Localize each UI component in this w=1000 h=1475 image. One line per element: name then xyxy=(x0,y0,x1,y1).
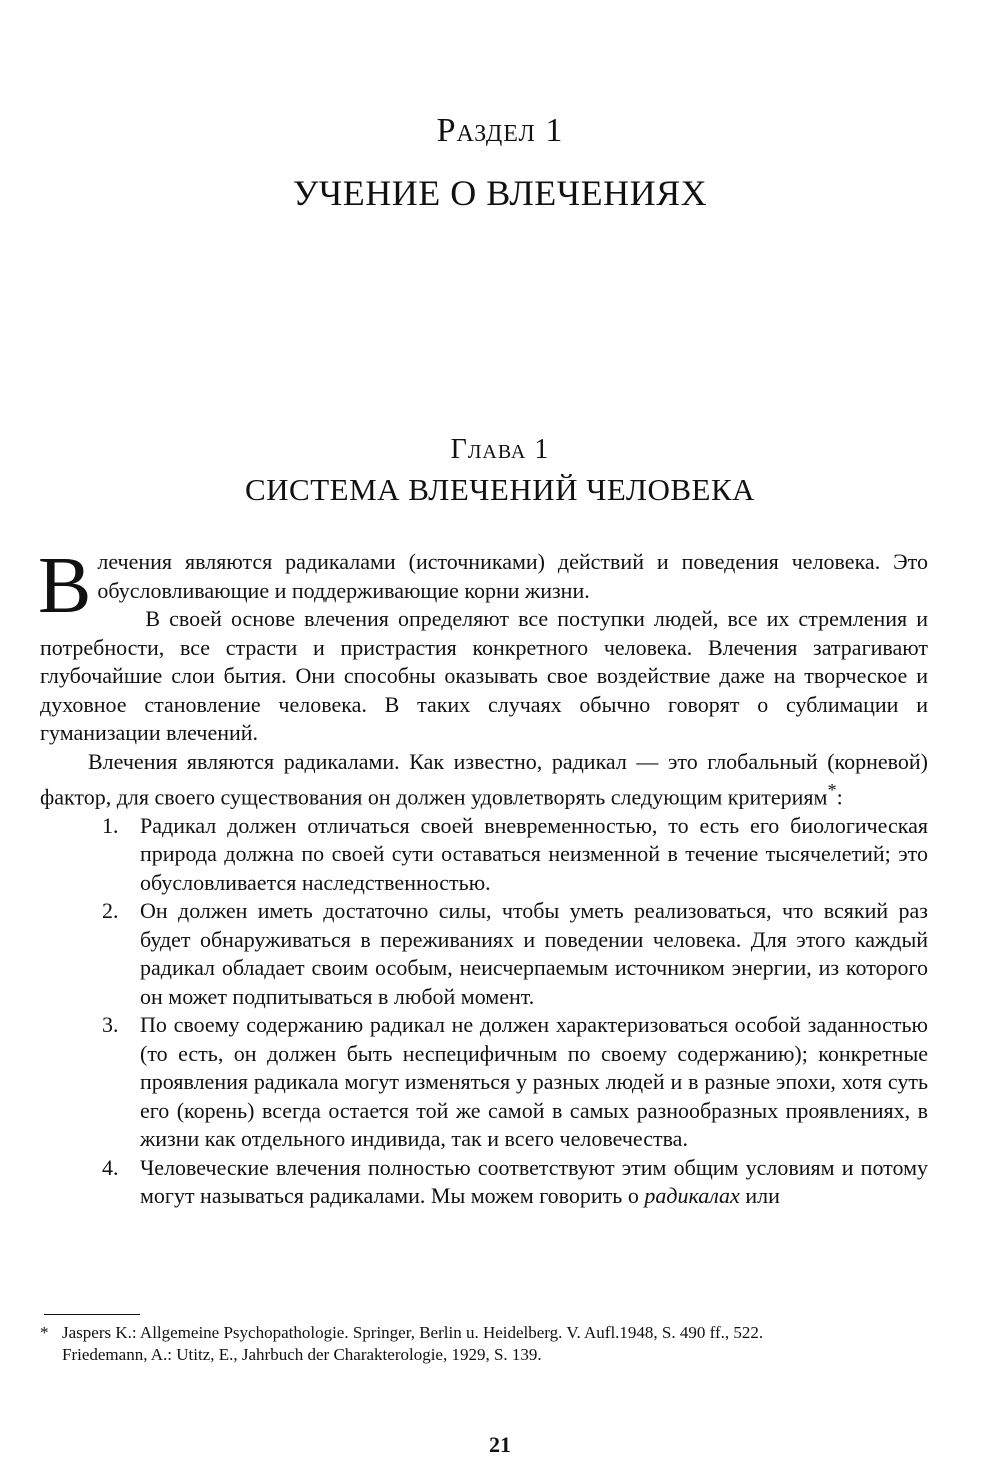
list-item xyxy=(40,897,928,1011)
list-number: 1. xyxy=(102,812,119,838)
footnote-mark: * xyxy=(40,1323,49,1342)
paragraph-1 xyxy=(38,542,928,630)
section-title: УЧЕНИЕ О ВЛЕЧЕНИЯХ xyxy=(292,173,708,213)
list-item-tail: или xyxy=(745,1183,780,1209)
list-item-text: По своему содержанию радикал не должен характеризоваться особой заданностью (то есть, он должен быть неспецифичным по своему содержанию); конкретные проявления радикала могут изменяться у разных людей и в разные эпохи, хотя суть его (корень) всегда остается той же самой в самых разнообразных проявлениях, в жизни как отдельного индивида, так и всего человечества. xyxy=(140,1012,928,1152)
list-item xyxy=(40,1154,928,1211)
paragraph-1-text: лечения являются радикалами (источниками) действий и поведения человека. Это обусловливающие и поддерживающие корни жизни. xyxy=(97,549,928,603)
footnote-line-1 xyxy=(40,1322,940,1344)
paragraph-3 xyxy=(40,748,928,812)
drop-cap: В xyxy=(38,542,92,630)
list-number: 4. xyxy=(102,1154,119,1180)
footnote-divider xyxy=(44,1314,140,1315)
paragraph-3-text: Влечения являются радикалами. Как известно, радикал — это глобальный (корневой) фактор, для своего существования он должен удовлетворять следующим критериям xyxy=(40,748,928,810)
paragraph-3-end: : xyxy=(836,784,843,810)
body-text xyxy=(38,542,928,1211)
footnote xyxy=(40,1322,940,1366)
criteria-list xyxy=(40,812,928,1211)
list-item xyxy=(40,1011,928,1154)
paragraph-2: В своей основе влечения определяют все поступки людей, все их стремления и потребности, все страсти и пристрастия конкретного человека. Влечения затрагивают глубочайшие слои бытия. Они способны оказывать свое воздействие даже на творческое и духовное становление человека. В таких случаях обычно говорят о сублимации и гуманизации влечений. xyxy=(40,606,928,745)
list-item-text: Радикал должен отличаться своей вневременностью, то есть его биологическая природа должна по своей сути оставаться неизменной в течение тысячелетий; это обусловливается наследственностью. xyxy=(140,812,928,895)
page-number: 21 xyxy=(489,1432,511,1457)
list-number: 3. xyxy=(102,1012,119,1038)
footnote-reference[interactable]: * xyxy=(827,780,837,800)
emphasis-radicals: радикалах xyxy=(644,1183,740,1209)
list-item xyxy=(40,812,928,898)
chapter-label: Глава 1 xyxy=(450,434,550,465)
section-label: Раздел 1 xyxy=(436,112,564,149)
footnote-text-1: Jaspers K.: Allgemeine Psychopathologie. Springer, Berlin u. Heidelberg. V. Aufl.1948, S. 490 ff., 522. xyxy=(62,1323,764,1342)
list-item-text: Человеческие влечения полностью соответствуют этим общим условиям и потому могут называться радикалами. Мы можем говорить о xyxy=(140,1154,928,1209)
footnote-line-2: Friedemann, A.: Utitz, E., Jahrbuch der Charakterologie, 1929, S. 139. xyxy=(62,1345,542,1364)
chapter-title: СИСТЕМА ВЛЕЧЕНИЙ ЧЕЛОВЕКА xyxy=(244,472,756,507)
list-item-text: Он должен иметь достаточно силы, чтобы уметь реализоваться, что всякий раз будет обнаруживаться в переживаниях и поведении человека. Для этого каждый радикал обладает своим особым, неисчерпаемым источником энергии, из которого он может подпитываться в любой момент. xyxy=(140,898,928,1009)
list-number: 2. xyxy=(102,898,119,924)
